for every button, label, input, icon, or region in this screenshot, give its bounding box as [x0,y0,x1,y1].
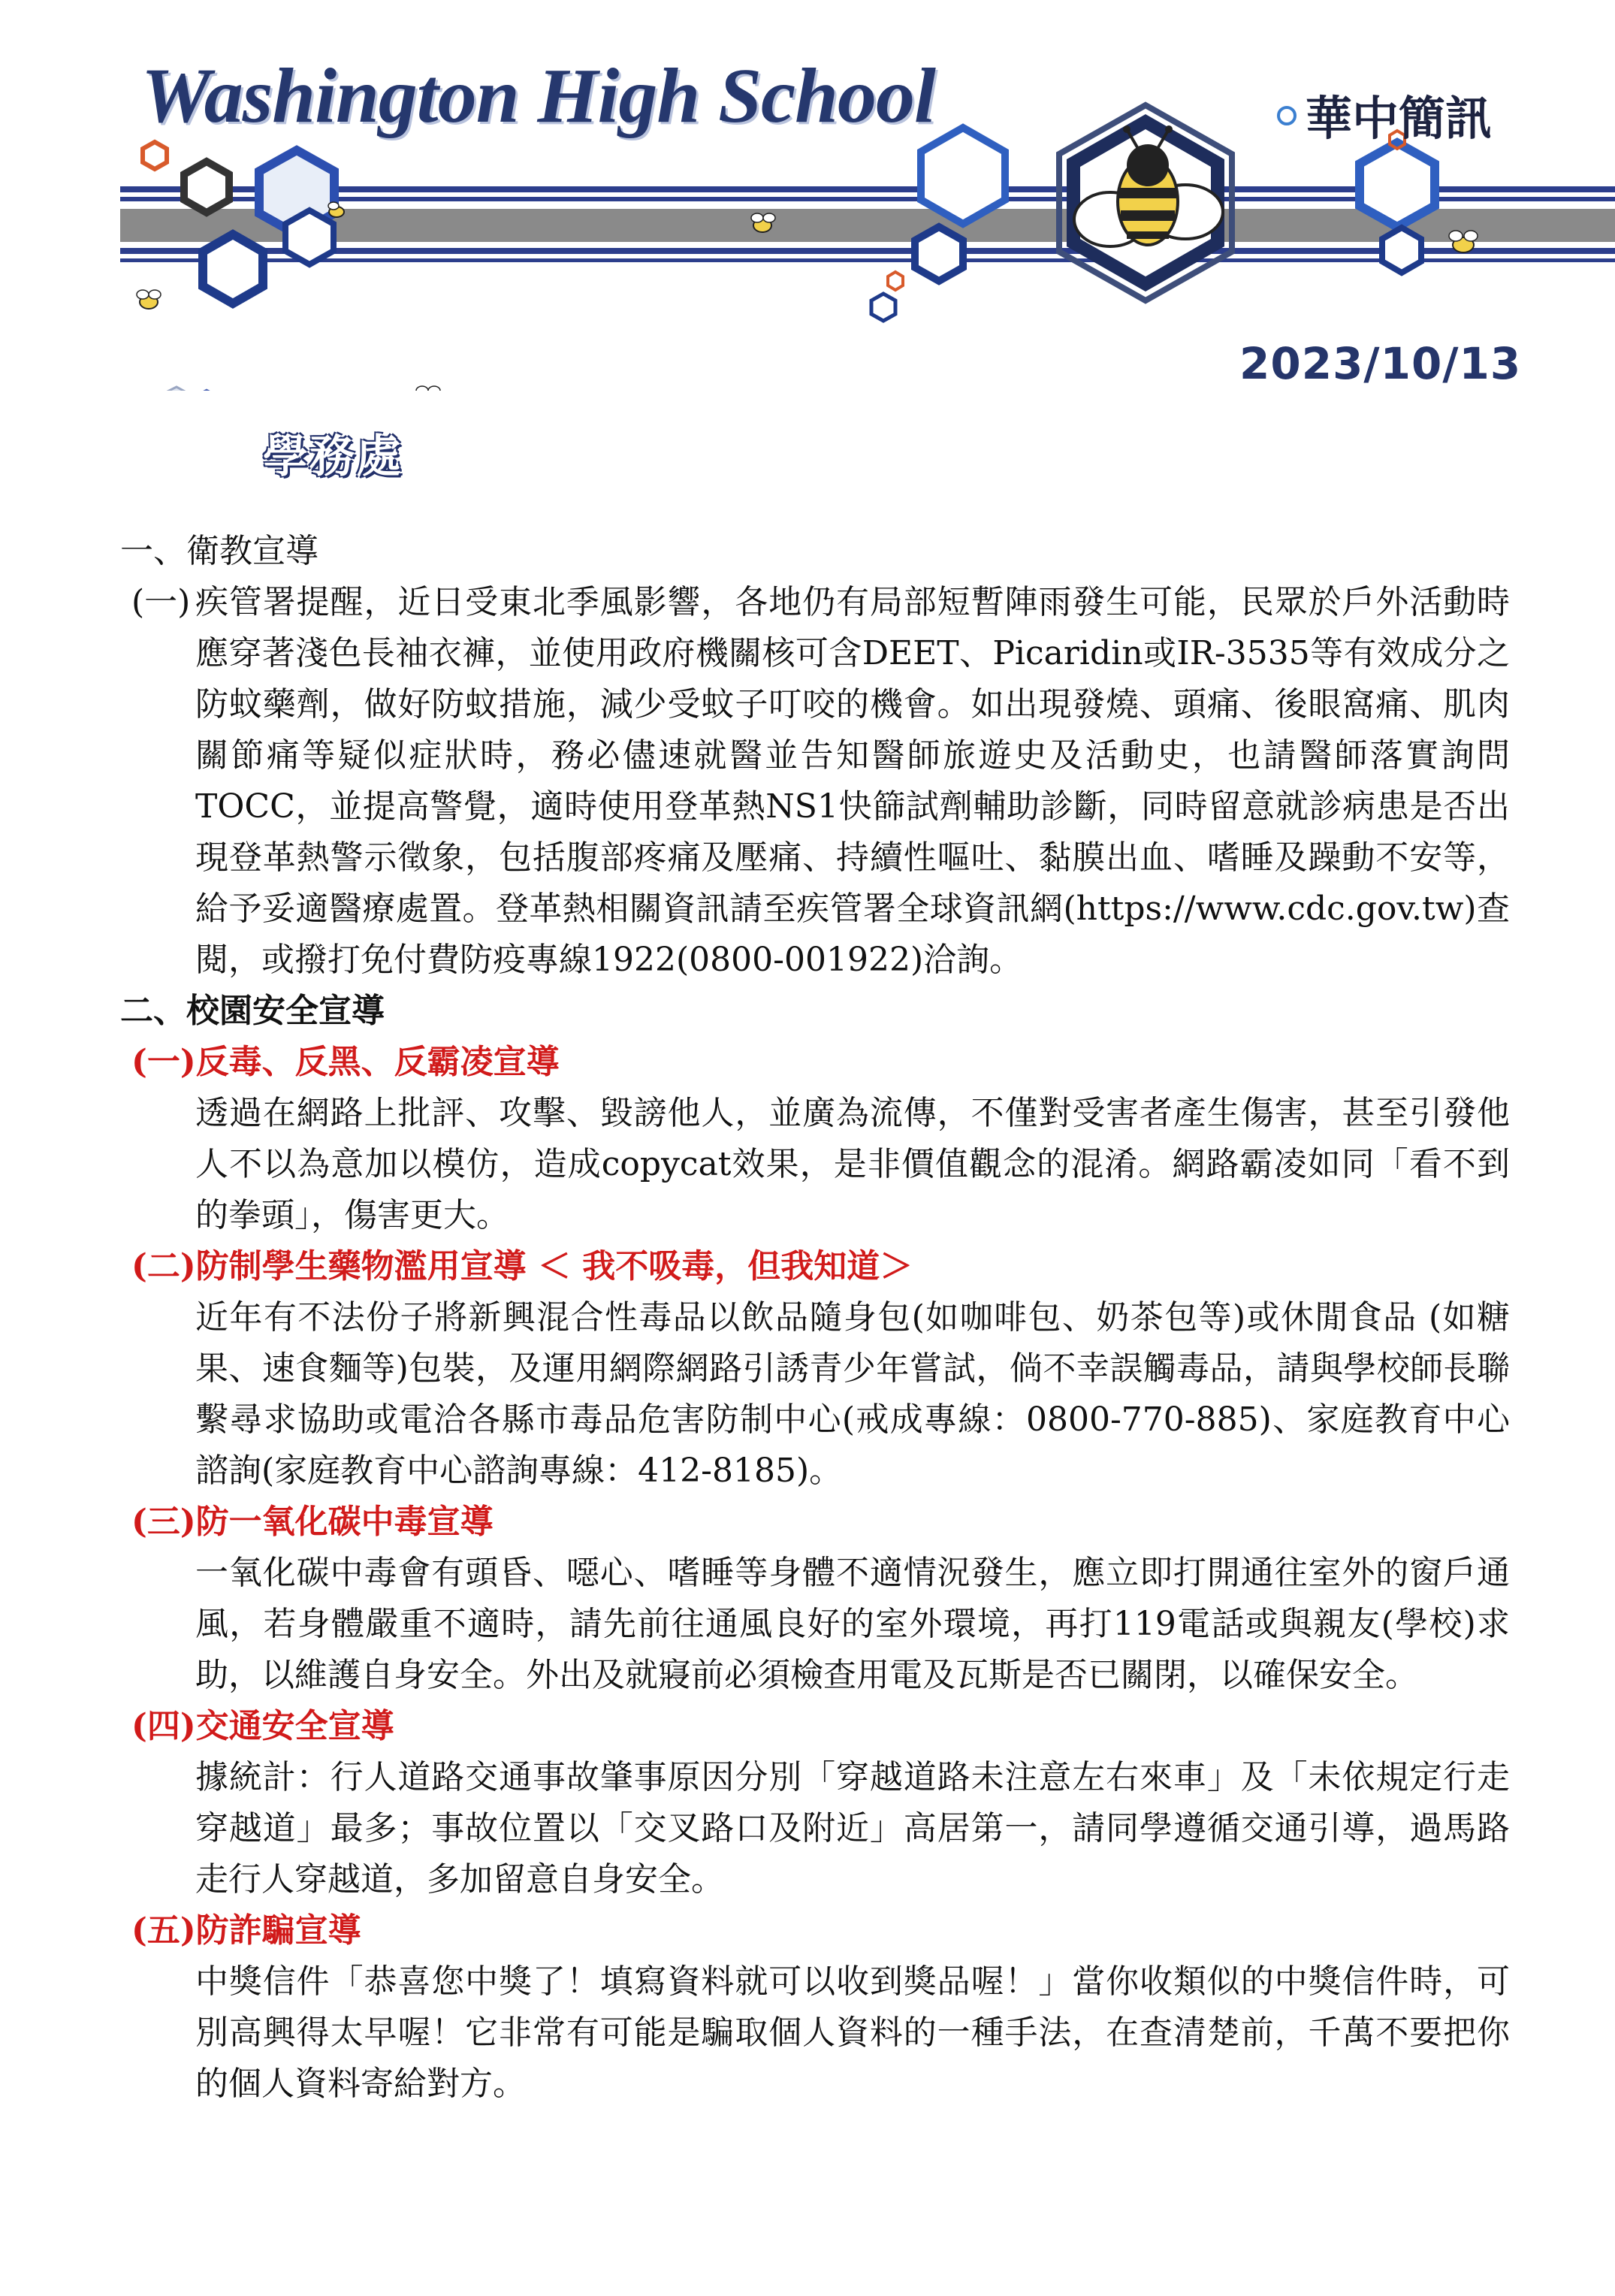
subsection-heading: (三)防一氧化碳中毒宣導 [131,1503,494,1541]
subsection-heading: (四)交通安全宣導 [131,1707,394,1745]
department-label: 學務處 [263,430,403,483]
subsection-text: 一氧化碳中毒會有頭昏、噁心、嗜睡等身體不適情況發生，應立即打開通往室外的窗戶通風，若身體嚴重不適時，請先前往通風良好的室外環境，再打119電話或與親友(學校)求助，以維護自身安全。外出及就寢前必須檢查用電及瓦斯是否已關閉，以確保安全。 [195,1554,1510,1694]
dot-icon [1277,106,1297,125]
subsection-heading: (一)反毒、反黑、反霸凌宣導 [131,1043,560,1081]
subsection-text: 近年有不法份子將新興混合性毒品以飲品隨身包(如咖啡包、奶茶包等)或休閒食品 (如糖果、速食麵等)包裝，及運用網際網路引誘青少年嘗試，倘不幸誤觸毒品，請與學校師長聯繫尋求協助或電洽各縣市毒品危害防制中心(戒成專線：0800-770-885)、家庭教育中心諮詢(家庭教育中心諮詢專線：412-8185)。 [195,1298,1510,1490]
subsection-heading: (五)防詐騙宣導 [131,1911,361,1950]
newsletter-name [1277,81,1492,148]
health-item [120,577,1510,986]
section-title-health: 一、衛教宣導 [120,532,318,570]
item-number: (一) [131,583,191,621]
department-badge [131,386,455,391]
issue-date: 2023/10/13 [1239,338,1522,389]
newsletter-name-text: 華中簡訊 [1306,91,1493,146]
subsection-heading: (二)防制學生藥物濫用宣導 ＜ 我不吸毒，但我知道＞ [131,1247,913,1285]
item-text: 疾管署提醒，近日受東北季風影響，各地仍有局部短暫陣雨發生可能，民眾於戶外活動時應穿著淺色長袖衣褲，並使用政府機關核可含DEET、Picaridin或IR-3535等有效成分之防蚊藥劑，做好防蚊措施，減少受蚊子叮咬的機會。如出現發燒、頭痛、後眼窩痛、肌肉關節痛等疑似症狀時，務必儘速就醫並告知醫師旅遊史及活動史，也請醫師落實詢問TOCC，並提高警覺，適時使用登革熱NS1快篩試劑輔助診斷，同時留意就診病患是否出現登革熱警示徵象，包括腹部疼痛及壓痛、持續性嘔吐、黏膜出血、嗜睡及躁動不安等，給予妥適醫療處置。登革熱相關資訊請至疾管署全球資訊網(https://www.cdc.gov.tw)查閱，或撥打免付費防疫專線1922(0800-001922)洽詢。 [195,583,1510,979]
school-name: Washington High School [141,53,935,139]
subsection-text: 中獎信件「恭喜您中獎了！填寫資料就可以收到獎品喔！」當你收類似的中獎信件時，可別高興得太早喔！它非常有可能是騙取個人資料的一種手法，在查清楚前，千萬不要把你的個人資料寄給對方。 [195,1962,1510,2103]
subsection-text: 透過在網路上批評、攻擊、毀謗他人，並廣為流傳，不僅對受害者產生傷害，甚至引發他人不以為意加以模仿，造成copycat效果，是非價值觀念的混淆。網路霸凌如同「看不到的拳頭」，傷害更大。 [195,1094,1510,1234]
subsection-text: 據統計：行人道路交通事故肇事原因分別「穿越道路未注意左右來車」及「未依規定行走穿越道」最多；事故位置以「交叉路口及附近」高居第一，請同學遵循交通引導，過馬路走行人穿越道，多加留意自身安全。 [195,1758,1510,1899]
bee-mascot-icon [1059,105,1232,301]
newsletter-content [120,526,1510,2110]
section-title-safety: 二、校園安全宣導 [120,992,385,1030]
